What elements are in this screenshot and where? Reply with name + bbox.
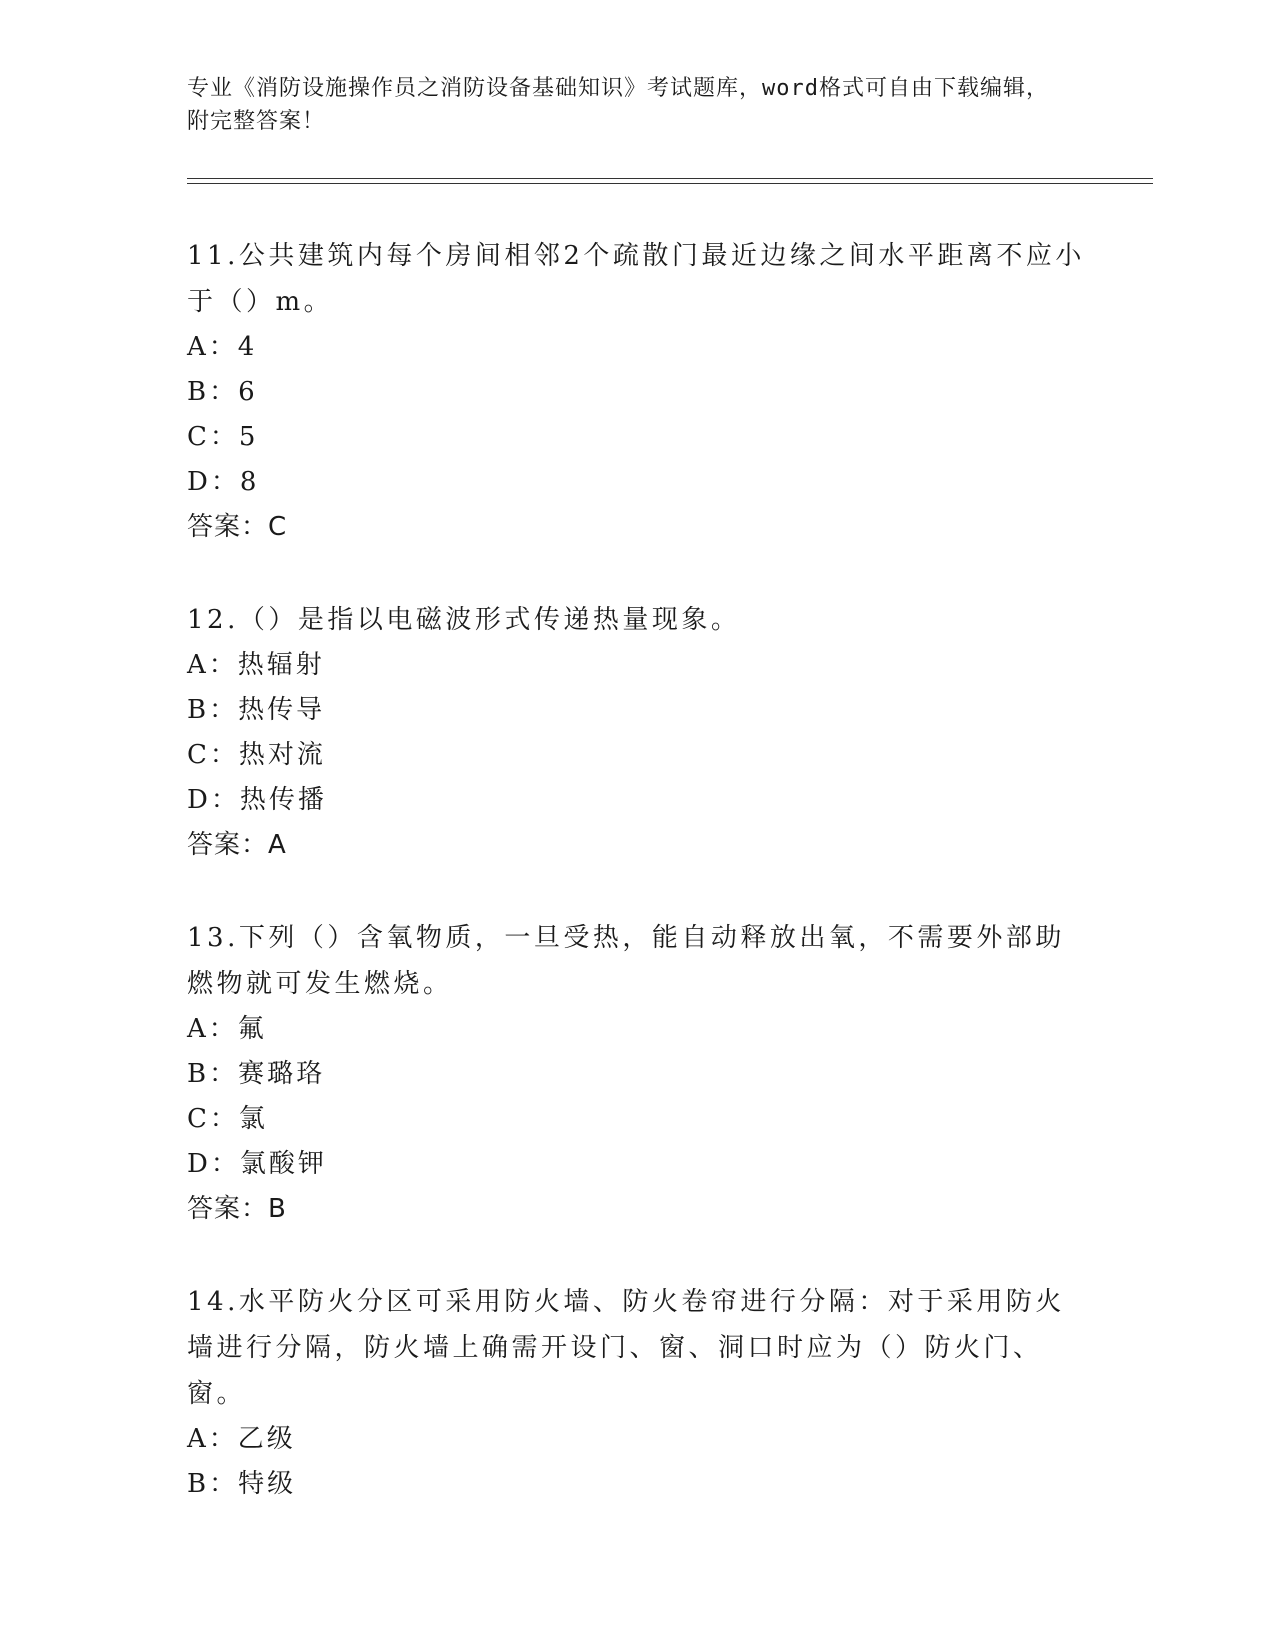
question-13 (187, 915, 1087, 1232)
option-b: B：热传导 (187, 695, 326, 725)
option-b: B：特级 (187, 1469, 297, 1499)
question-text: 12.（）是指以电磁波形式传递热量现象。 (187, 605, 741, 635)
answer: 答案：C (187, 512, 288, 542)
option-a: A：4 (187, 332, 258, 362)
question-11 (187, 233, 1087, 550)
option-c: C：5 (187, 422, 259, 452)
option-c: C：热对流 (187, 740, 326, 770)
option-d: D：热传播 (187, 785, 327, 815)
header-divider-top (187, 178, 1153, 179)
answer: 答案：B (187, 1194, 287, 1224)
question-12 (187, 597, 1087, 868)
option-b: B：6 (187, 377, 258, 407)
question-text: 11.公共建筑内每个房间相邻2个疏散门最近边缘之间水平距离不应小于（）m。 (187, 241, 1085, 317)
option-a: A：热辐射 (187, 650, 325, 680)
option-c: C：氯 (187, 1104, 268, 1134)
option-d: D：氯酸钾 (187, 1149, 327, 1179)
option-d: D：8 (187, 467, 260, 497)
option-a: A：乙级 (187, 1424, 296, 1454)
option-a: A：氟 (187, 1014, 267, 1044)
document-header: 专业《消防设施操作员之消防设备基础知识》考试题库，word格式可自由下载编辑，附完整答案！ (187, 76, 1049, 134)
question-text: 14.水平防火分区可采用防火墙、防火卷帘进行分隔：对于采用防火墙进行分隔，防火墙上确需开设门、窗、洞口时应为（）防火门、窗。 (187, 1287, 1065, 1409)
option-b: B：赛璐珞 (187, 1059, 326, 1089)
answer: 答案：A (187, 830, 287, 860)
question-list (187, 233, 1087, 1554)
question-14 (187, 1279, 1087, 1507)
header-divider-bottom (187, 183, 1153, 184)
question-text: 13.下列（）含氧物质，一旦受热，能自动释放出氧，不需要外部助燃物就可发生燃烧。 (187, 923, 1065, 999)
